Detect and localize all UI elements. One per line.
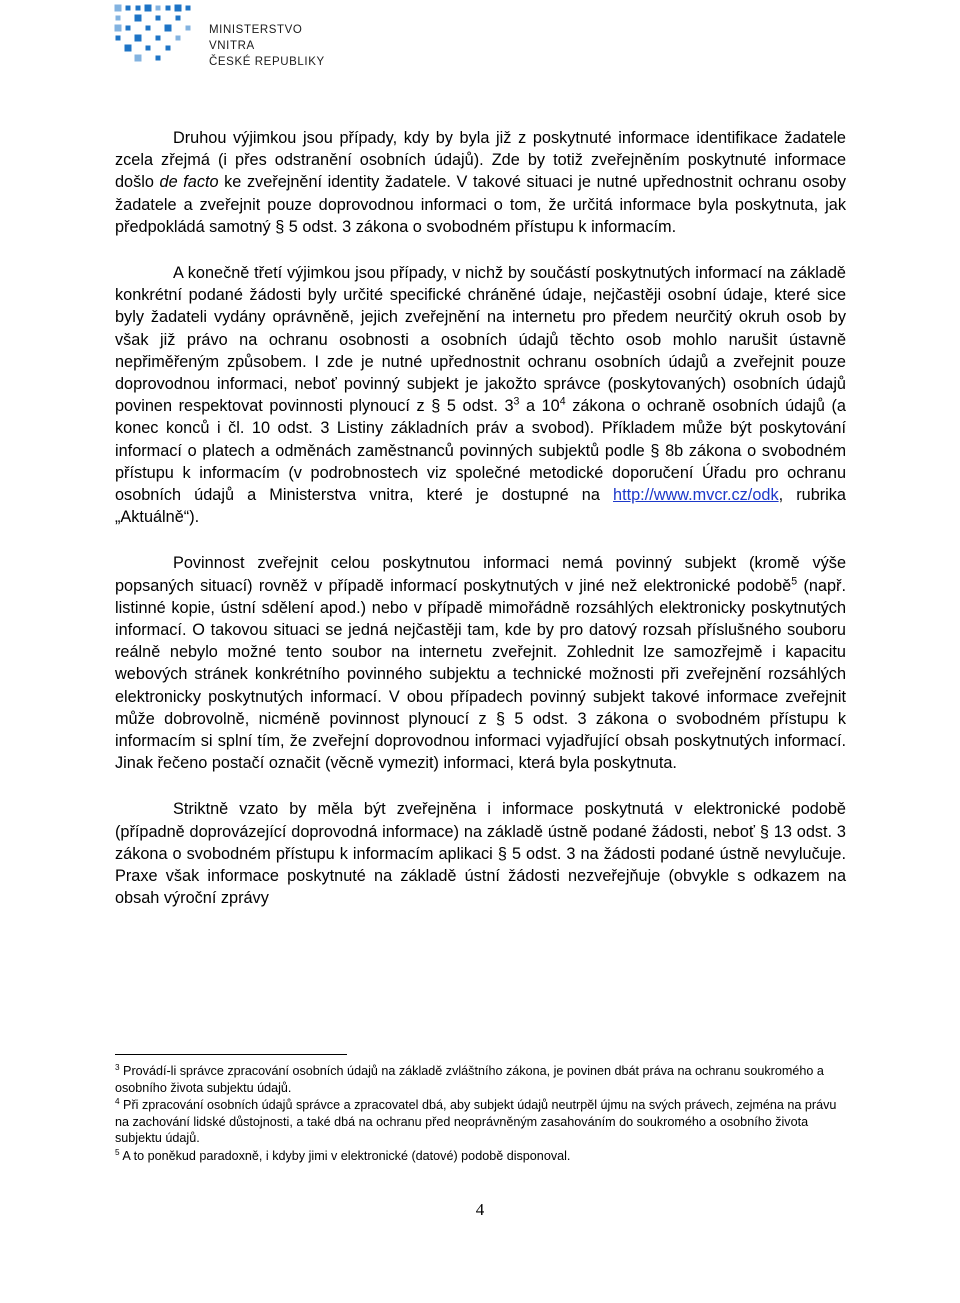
logo-line-1: MINISTERSTVO VNITRA [209, 24, 303, 52]
footnote-ref-3[interactable]: 3 [513, 395, 520, 408]
page-number: 4 [475, 1200, 485, 1219]
italic-term: de facto [159, 173, 219, 192]
paragraph-4: Striktně vzato by měla být zveřejněna i informace poskytnutá v elektronické podobě (případně doprovázející doprovodná informace) na základě ústně podané žádosti, neboť § 13 odst. 3 zákona o svobodném přístupu k informacím aplikaci § 5 odst. 3 na žádosti podané ústně nevylučuje. Praxe však informace poskytnuté na základě ústní žádosti nezveřejňuje (obvykle s odkazem na obsah výroční zprávy [115, 800, 846, 908]
ministry-logo [112, 2, 352, 68]
footnote-4: $^4$ Při zpracování osobních údajů správce a zpracovatel dbá, aby subjekt údajů neutrpěl újmu na svých právech, zejména na právu na zachování lidské důstojnosti, a také dbá na ochranu před neoprávněným zasahováním do soukromého a osobního života subjektu údajů. [115, 1097, 837, 1146]
mvcr-link[interactable]: http://www.mvcr.cz/odk [613, 486, 779, 505]
footnote-ref-4[interactable]: 4 [559, 395, 566, 408]
document-body [115, 127, 846, 934]
footnotes [115, 1063, 846, 1166]
footnote-3: $^3$ Provádí-li správce zpracování osobních údajů na základě zvláštního zákona, je povinen dbát práva na ochranu soukromého a osobního života subjektu údajů. [115, 1062, 824, 1095]
footnote-5: $^5$ A to poněkud paradoxně, i kdyby jimi v elektronické (datové) podobě disponoval. [115, 1147, 571, 1163]
paragraph-3: Povinnost zveřejnit celou poskytnutou informaci nemá povinný subjekt (kromě výše popsaných situací) rovněž v případě informací poskytnutých v jiné než elektronické podobě$^5$ (např. listinné kopie, ústní sdělení apod.) nebo v případě mimořádně rozsáhlých elektronicky poskytnutých informací. O takovou situaci se jedná nejčastěji tam, kde by pro datový rozsah příslušného souboru reálně nebylo možné tento soubor na internetu zveřejnit. Zohlednit lze samozřejmě i kapacitu webových stránek konkrétního povinného subjektu a technické možnosti při zveřejnění rozsáhlých elektronicky poskytnutých informací. V obou případech povinný subjekt takové informace zveřejnit může dobrovolně, nicméně povinnost plynoucí z § 5 odst. 3 zákona o svobodném přístupu k informacím si splní tím, že zveřejní doprovodnou informaci vyjadřující obsah poskytnutých informací. Jinak řečeno postačí označit (věcně vymezit) informaci, která byla poskytnuta. [115, 554, 846, 773]
paragraph-1: Druhou výjimkou jsou případy, kdy by byla již z poskytnuté informace identifikace žadatele zcela zřejmá (i přes odstranění osobních údajů). Zde by totiž zveřejněním poskytnuté informace došlo de facto ke zveřejnění identity žadatele. V takové situaci je nutné upřednostnit ochranu osoby žadatele a zveřejnit pouze doprovodnou informaci o tom, že určitá informace byla poskytnuta, jak předpokládá samotný § 5 odst. 3 zákona o svobodném přístupu k informacím. [115, 129, 847, 236]
paragraph-2: A konečně třetí výjimkou jsou případy, v nichž by součástí poskytnutých informací na základě konkrétní podané žádosti byly určité specifické chráněné údaje, nejčastěji osobní údaje, které sice byly žadateli vydány oprávněně, jejich zveřejnění na internetu pro předem neurčitý okruh osob by však již právo na ochranu osobnosti a osobních údajů těchto osob mohlo narušit ústavně nepřiměřeným způsobem. I zde je nutné upřednostnit ochranu osobních údajů a zveřejnit pouze doprovodnou informaci, neboť povinný subjekt je jakožto správce (poskytovaných) osobních údajů povinen respektovat povinnosti plynoucí z § 5 odst. $3^3$ a $10^4$ zákona o ochraně osobních údajů (a konec konců i čl. 10 odst. 3 Listiny základních práv a svobod). Příkladem může být poskytování informací o platech a odměnách zaměstnanců povinných subjektů podle § 8b zákona o svobodném přístupu k informacím (v podrobnostech viz společné metodické doporučení Úřadu pro ochranu osobních údajů a Ministerstva vnitra, které je dostupné na http://www.mvcr.cz/odk, rubrika „Aktuálně“). [115, 264, 846, 527]
footnote-ref-5[interactable]: 5 [791, 575, 798, 588]
logo-mark-icon [112, 2, 202, 64]
logo-line-2: ČESKÉ REPUBLIKY [209, 56, 325, 68]
logo-text [209, 22, 352, 70]
footnote-separator [115, 1054, 347, 1055]
